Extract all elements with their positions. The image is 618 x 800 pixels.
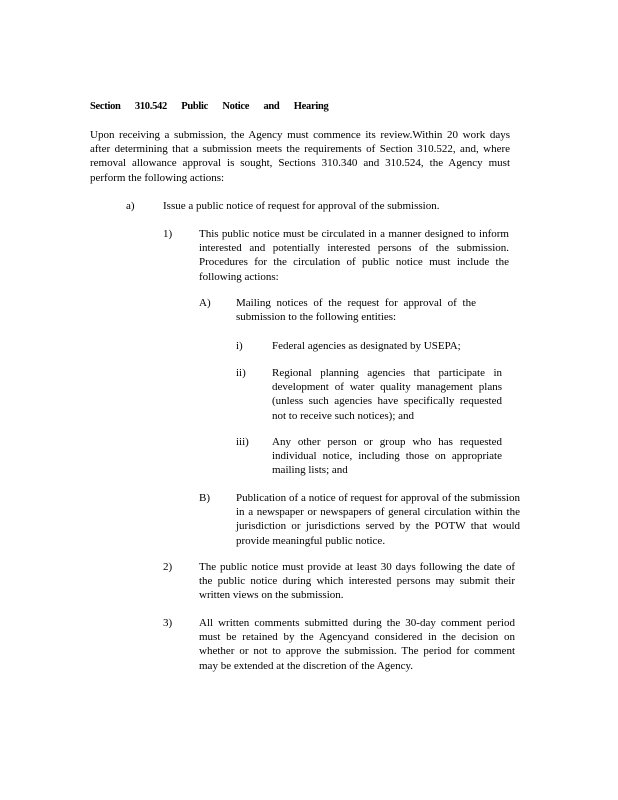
item-1-text: This public notice must be circulated in a manner designed to inform interested and potentially interested persons of the submission. Procedures for the circulation of public notice must include the following actions: <box>199 228 509 283</box>
item-iii-text: Any other person or group who has requested individual notice, including those on appropriate mailing lists; and <box>272 436 502 477</box>
section-heading: Section 310.542 Public Notice and Hearing <box>90 101 329 112</box>
item-i-text: Federal agencies as designated by USEPA; <box>272 340 461 352</box>
item-ii-text: Regional planning agencies that participate in development of water quality management plans (unless such agencies have specifically requested not to receive such notices); and <box>272 367 502 422</box>
item-iii-label: iii) <box>236 436 249 448</box>
item-a-text: Issue a public notice of request for approval of the submission. <box>163 200 440 212</box>
item-ii-label: ii) <box>236 367 246 379</box>
intro-paragraph: Upon receiving a submission, the Agency must commence its review.Within 20 work days after determining that a submission meets the requirements of Section 310.522, and, where removal allowance approval is sought, Sections 310.340 and 310.524, the Agency must perform the following actions: <box>90 129 510 184</box>
item-B-label: B) <box>199 492 210 504</box>
item-3-label: 3) <box>163 617 173 629</box>
item-A-text: Mailing notices of the request for approval of the submission to the following entities: <box>236 297 476 324</box>
item-A-label: A) <box>199 297 211 309</box>
item-i-label: i) <box>236 340 243 352</box>
item-3-text: All written comments submitted during the 30-day comment period must be retained by the Agencyand considered in the decision on whether or not to approve the submission. The period for comment may be extended at the discretion of the Agency. <box>199 617 515 672</box>
item-1-label: 1) <box>163 228 173 240</box>
item-2-text: The public notice must provide at least 30 days following the date of the public notice during which interested persons may submit their written views on the submission. <box>199 561 515 602</box>
item-B-text: Publication of a notice of request for approval of the submission in a newspaper or newspapers of general circulation within the jurisdiction or jurisdictions served by the POTW that would provide meaningful public notice. <box>236 492 520 547</box>
item-2-label: 2) <box>163 561 173 573</box>
item-a-label: a) <box>126 200 135 212</box>
